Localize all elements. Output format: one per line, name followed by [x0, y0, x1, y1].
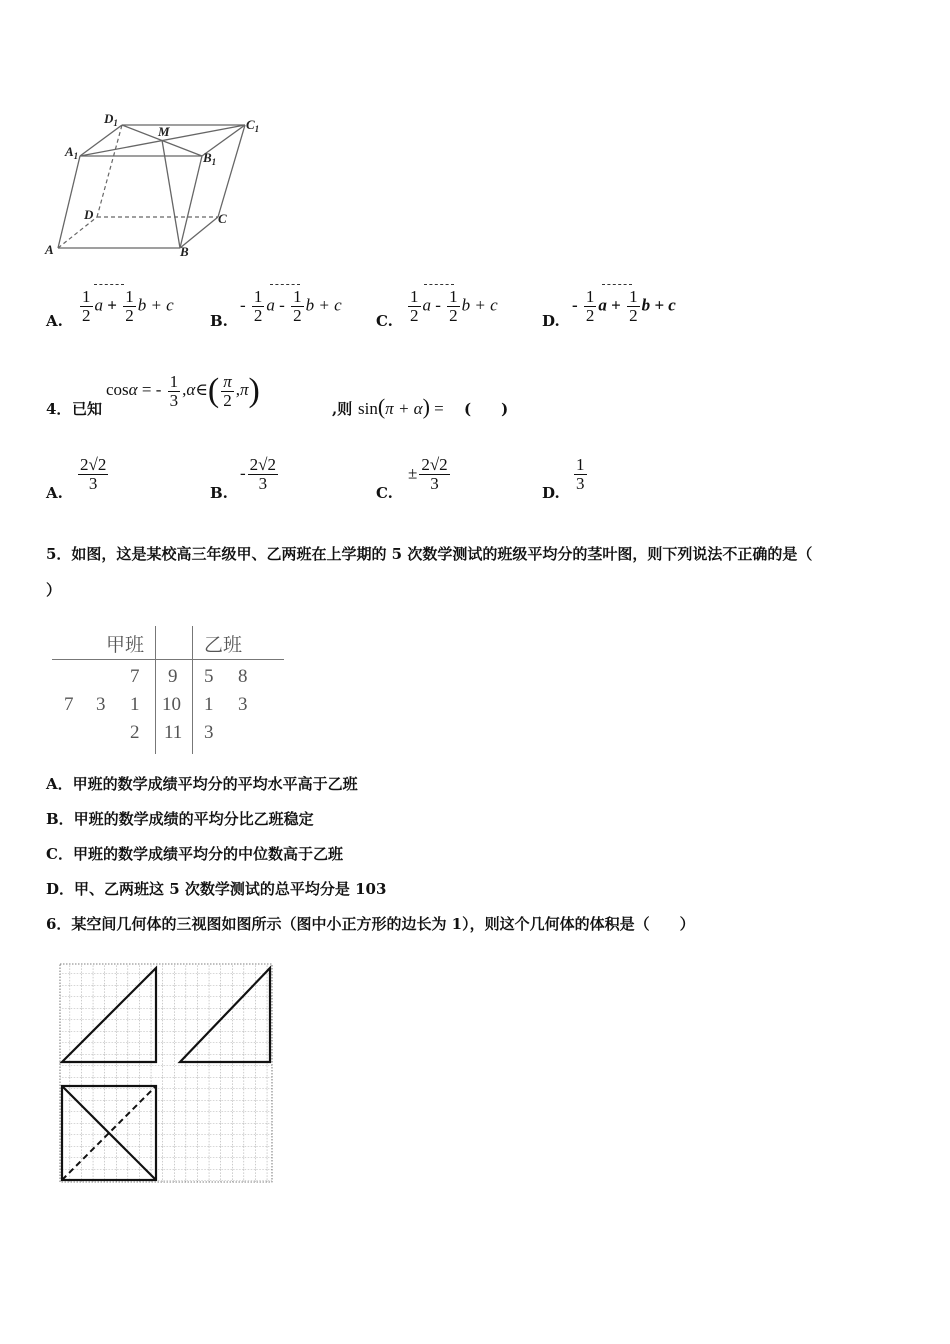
- q4-answer-blank: ( ): [464, 400, 509, 418]
- q4-target: sin(π + α) =: [358, 394, 444, 419]
- vertex-m: M: [158, 124, 170, 139]
- q3-option-b-expression: - $\frac{1}{2}$ a - $\frac{1}{2}$ b + c: [240, 287, 342, 325]
- leaf: 1: [204, 694, 214, 715]
- leaf: 7: [64, 694, 74, 715]
- vector-arrow-bar: [94, 284, 124, 285]
- q5-option-a[interactable]: A．甲班的数学成绩平均分的平均水平高于乙班: [46, 775, 358, 793]
- vertex-d1: $D_1$: [104, 111, 118, 128]
- q4-then: ,则: [332, 400, 353, 418]
- q3-option-c-expression: $\frac{1}{2}$ a - $\frac{1}{2}$ b + c: [410, 287, 498, 325]
- table-divider-right: [192, 626, 193, 754]
- header-class-b: 乙班: [204, 635, 243, 656]
- vertex-c: C: [218, 211, 227, 226]
- vertex-a1: $A_1$: [65, 144, 79, 161]
- edge-cc1: [218, 125, 245, 217]
- q4-number: 4．: [46, 400, 72, 418]
- q5-option-d[interactable]: D．甲、乙两班这 5 次数学测试的总平均分是 103: [46, 880, 387, 898]
- leaf: 7: [130, 666, 140, 687]
- q5-stem-line1: 5．如图，这是某校高三年级甲、乙两班在上学期的 5 次数学测试的班级平均分的茎叶图，则下列说法不正确的是（: [46, 545, 813, 563]
- header-class-a: 甲班: [106, 635, 145, 656]
- vertex-d: D: [84, 207, 94, 222]
- leaf: 3: [204, 722, 214, 743]
- table-divider-left: [155, 626, 156, 754]
- vector-arrow-bar: [602, 284, 632, 285]
- vertex-b1: $B_1$: [203, 150, 217, 167]
- vertex-b: B: [180, 244, 189, 259]
- q6-stem: 6．某空间几何体的三视图如图所示（图中小正方形的边长为 1），则这个几何体的体积是（ ）: [46, 915, 695, 933]
- leaf: 3: [238, 694, 248, 715]
- q5-option-c[interactable]: C．甲班的数学成绩平均分的中位数高于乙班: [46, 845, 343, 863]
- leaf: 5: [204, 666, 214, 687]
- q5-stem-line2: ）: [46, 581, 62, 599]
- hidden-edge-dd1: [97, 125, 122, 217]
- parallelepiped-figure: [40, 108, 280, 268]
- three-view-drawing: [58, 962, 278, 1188]
- stem: 11: [164, 722, 183, 743]
- edge-bb1: [180, 156, 202, 248]
- q5-option-b[interactable]: B．甲班的数学成绩的平均分比乙班稳定: [46, 810, 314, 828]
- vertex-a: A: [45, 242, 54, 257]
- vector-arrow-bar: [424, 284, 454, 285]
- table-header-rule: [52, 659, 284, 660]
- q4-condition: cosα = - $\frac{1}{3}$ ,α∈( $\frac{\pi}{2}$ ,π): [106, 371, 260, 410]
- q3-option-a-expression: $\frac{1}{2}$ a + $\frac{1}{2}$ b + c: [82, 287, 174, 325]
- stem: 9: [168, 666, 178, 687]
- leaf: 1: [130, 694, 140, 715]
- leaf: 8: [238, 666, 248, 687]
- vector-arrow-bar: [270, 284, 300, 285]
- edge-a1d1: [80, 125, 122, 156]
- vertex-c1: $C_1$: [246, 117, 260, 134]
- q4-prefix: 已知: [72, 400, 103, 418]
- option-label: A.: [46, 312, 63, 330]
- edge-aa1: [58, 156, 80, 248]
- leaf: 3: [96, 694, 106, 715]
- leaf: 2: [130, 722, 140, 743]
- stem: 10: [162, 694, 181, 715]
- q3-option-d-expression: - $\frac{1}{2}$ a + $\frac{1}{2}$ b + c: [572, 287, 676, 325]
- stem-leaf-plot: [52, 626, 284, 754]
